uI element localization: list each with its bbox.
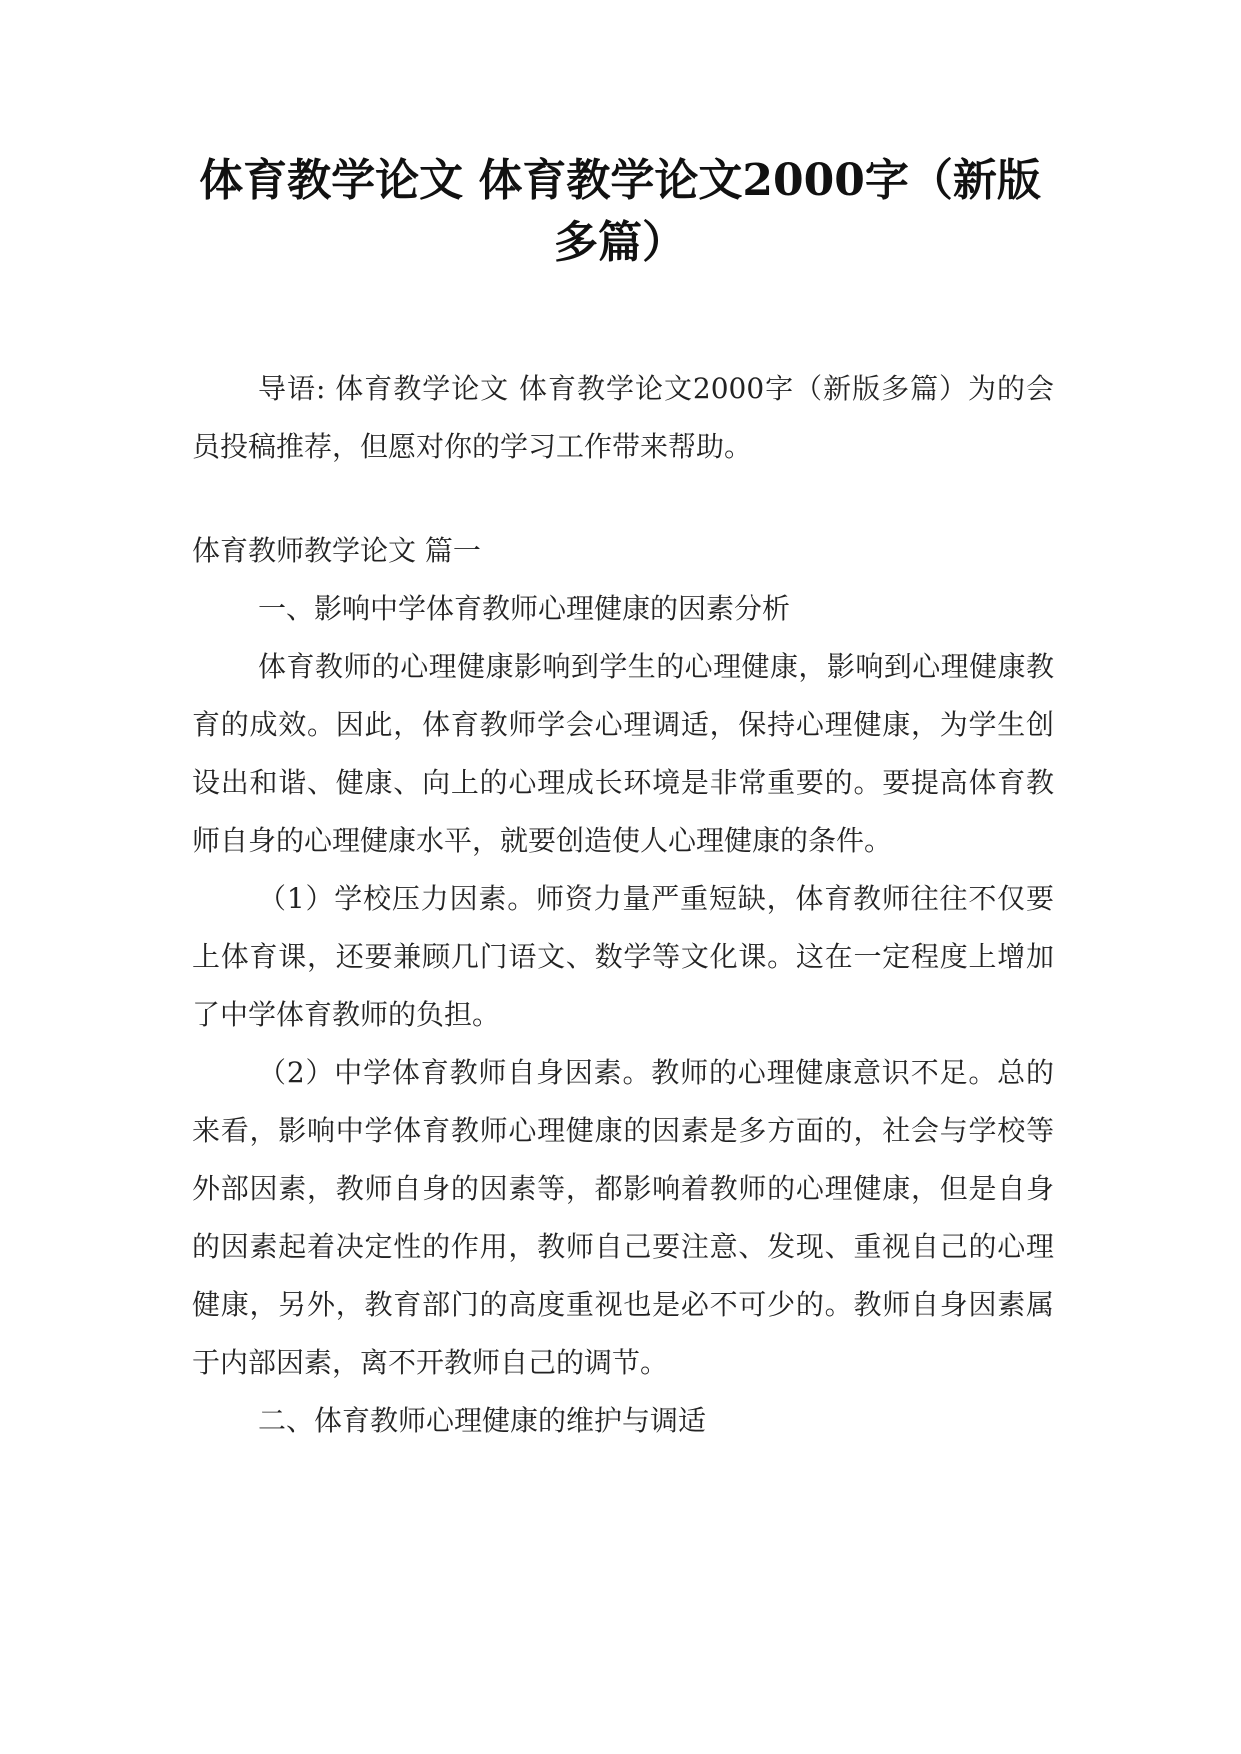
body-paragraph-1: 体育教师的心理健康影响到学生的心理健康，影响到心理健康教育的成效。因此，体育教师学会心理调适，保持心理健康，为学生创设出和谐、健康、向上的心理成长环境是非常重要的。要提高体育教师自身的心理健康水平，就要创造使人心理健康的条件。: [192, 650, 1054, 857]
body-paragraph-3: （2）中学体育教师自身因素。教师的心理健康意识不足。总的来看，影响中学体育教师心理健康的因素是多方面的，社会与学校等外部因素，教师自身的因素等，都影响着教师的心理健康，但是自身的因素起着决定性的作用，教师自己要注意、发现、重视自己的心理健康，另外，教育部门的高度重视也是必不可少的。教师自身因素属于内部因素，离不开教师自己的调节。: [192, 1056, 1054, 1379]
section-heading: 体育教师教学论文 篇一: [192, 534, 481, 567]
intro-paragraph: 导语: 体育教学论文 体育教学论文2000字（新版多篇）为的会员投稿推荐，但愿对你的学习工作带来帮助。: [192, 372, 1054, 463]
document-body: [192, 360, 1054, 1450]
subheading-2: 二、体育教师心理健康的维护与调适: [258, 1404, 707, 1437]
title-line-2: 多篇）: [554, 217, 686, 268]
document-title: [150, 150, 1090, 274]
title-line-1: 体育教学论文 体育教学论文2000字（新版: [199, 155, 1041, 206]
subheading-1: 一、影响中学体育教师心理健康的因素分析: [258, 592, 791, 625]
body-paragraph-2: （1）学校压力因素。师资力量严重短缺，体育教师往往不仅要上体育课，还要兼顾几门语文、数学等文化课。这在一定程度上增加了中学体育教师的负担。: [192, 882, 1054, 1031]
